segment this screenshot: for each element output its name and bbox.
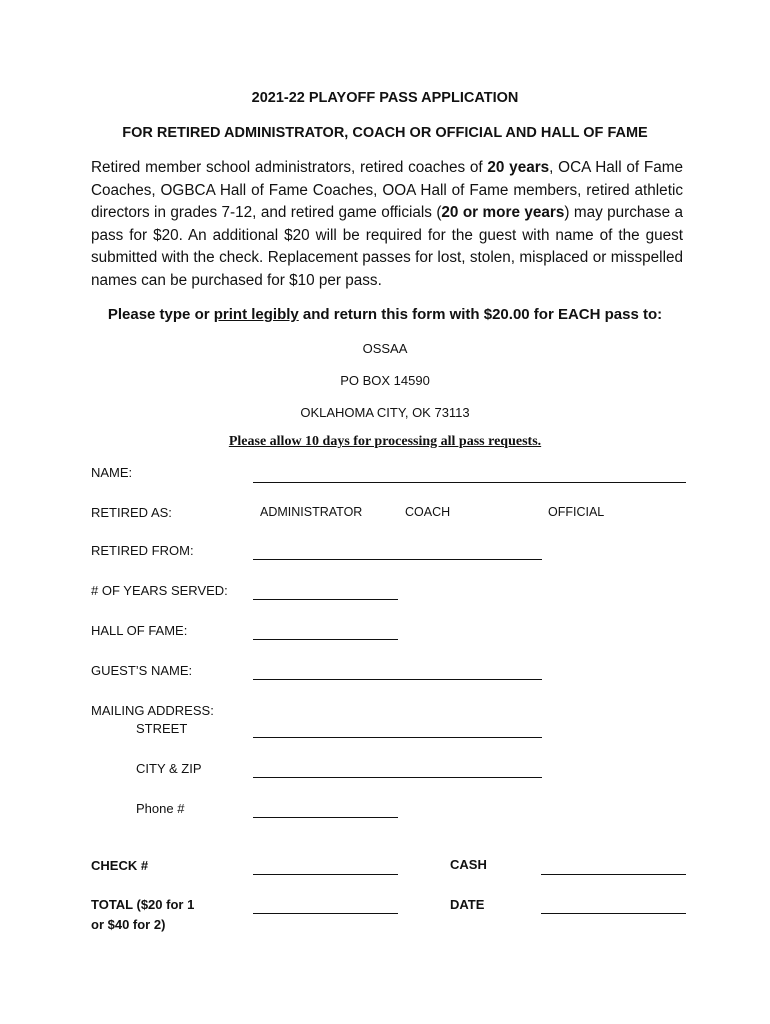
city-zip-label: CITY & ZIP [136,761,202,776]
form-subtitle: FOR RETIRED ADMINISTRATOR, COACH OR OFFICIAL AND HALL OF FAME [122,125,648,141]
check-input[interactable] [253,874,398,875]
guest-name-input[interactable] [253,679,542,680]
option-official[interactable]: OFFICIAL [548,505,605,519]
total-input[interactable] [253,913,398,914]
instructions: Please type or print legibly and return this form with $20.00 for EACH pass to: [107,306,663,323]
city-zip-input[interactable] [253,777,542,778]
total-label-line1: TOTAL ($20 for 1 [91,897,195,912]
total-label-line2: or $40 for 2) [91,917,166,932]
address-box: PO BOX 14590 [340,373,430,388]
address-org: OSSAA [362,341,408,356]
phone-label: Phone # [136,801,185,816]
hall-of-fame-label: HALL OF FAME: [91,623,188,638]
date-label: DATE [450,897,485,912]
years-served-input[interactable] [253,599,398,600]
option-coach[interactable]: COACH [405,505,451,519]
street-label: STREET [136,721,188,736]
guest-name-label: GUEST’S NAME: [91,663,193,678]
date-input[interactable] [541,913,686,914]
intro-paragraph: Retired member school administrators, retired coaches of 20 years, OCA Hall of Fame Coaches, OGBCA Hall of Fame Coaches, OOA Hall of Fame members, retired athletic directors in grades 7-12, and retired game officials (20 or more years) may purchase a pass for $20. An additional $20 will be required for the guest with name of the guest submitted with the check. Replacement passes for lost, stolen, misplaced or misspelled names can be purchased for $10 per pass. [91,159,683,289]
retired-as-label: RETIRED AS: [91,505,172,520]
phone-input[interactable] [253,817,398,818]
cash-label: CASH [450,857,487,872]
address-city: OKLAHOMA CITY, OK 73113 [300,405,470,420]
check-label: CHECK # [91,858,149,873]
years-emphasis: 20 years [487,159,550,176]
name-label: NAME: [91,465,133,480]
cash-input[interactable] [541,874,686,875]
street-input[interactable] [253,737,542,738]
mailing-address-label: MAILING ADDRESS: [91,703,214,718]
years-served-label: # OF YEARS SERVED: [91,583,228,598]
retired-from-input[interactable] [253,559,542,560]
years-more-emphasis: 20 or more years [441,204,565,221]
option-administrator[interactable]: ADMINISTRATOR [260,505,363,519]
form-title: 2021-22 PLAYOFF PASS APPLICATION [251,90,519,106]
hall-of-fame-input[interactable] [253,639,398,640]
name-input[interactable] [253,482,686,483]
processing-notice: Please allow 10 days for processing all pass requests. [228,434,542,449]
retired-from-label: RETIRED FROM: [91,543,194,558]
